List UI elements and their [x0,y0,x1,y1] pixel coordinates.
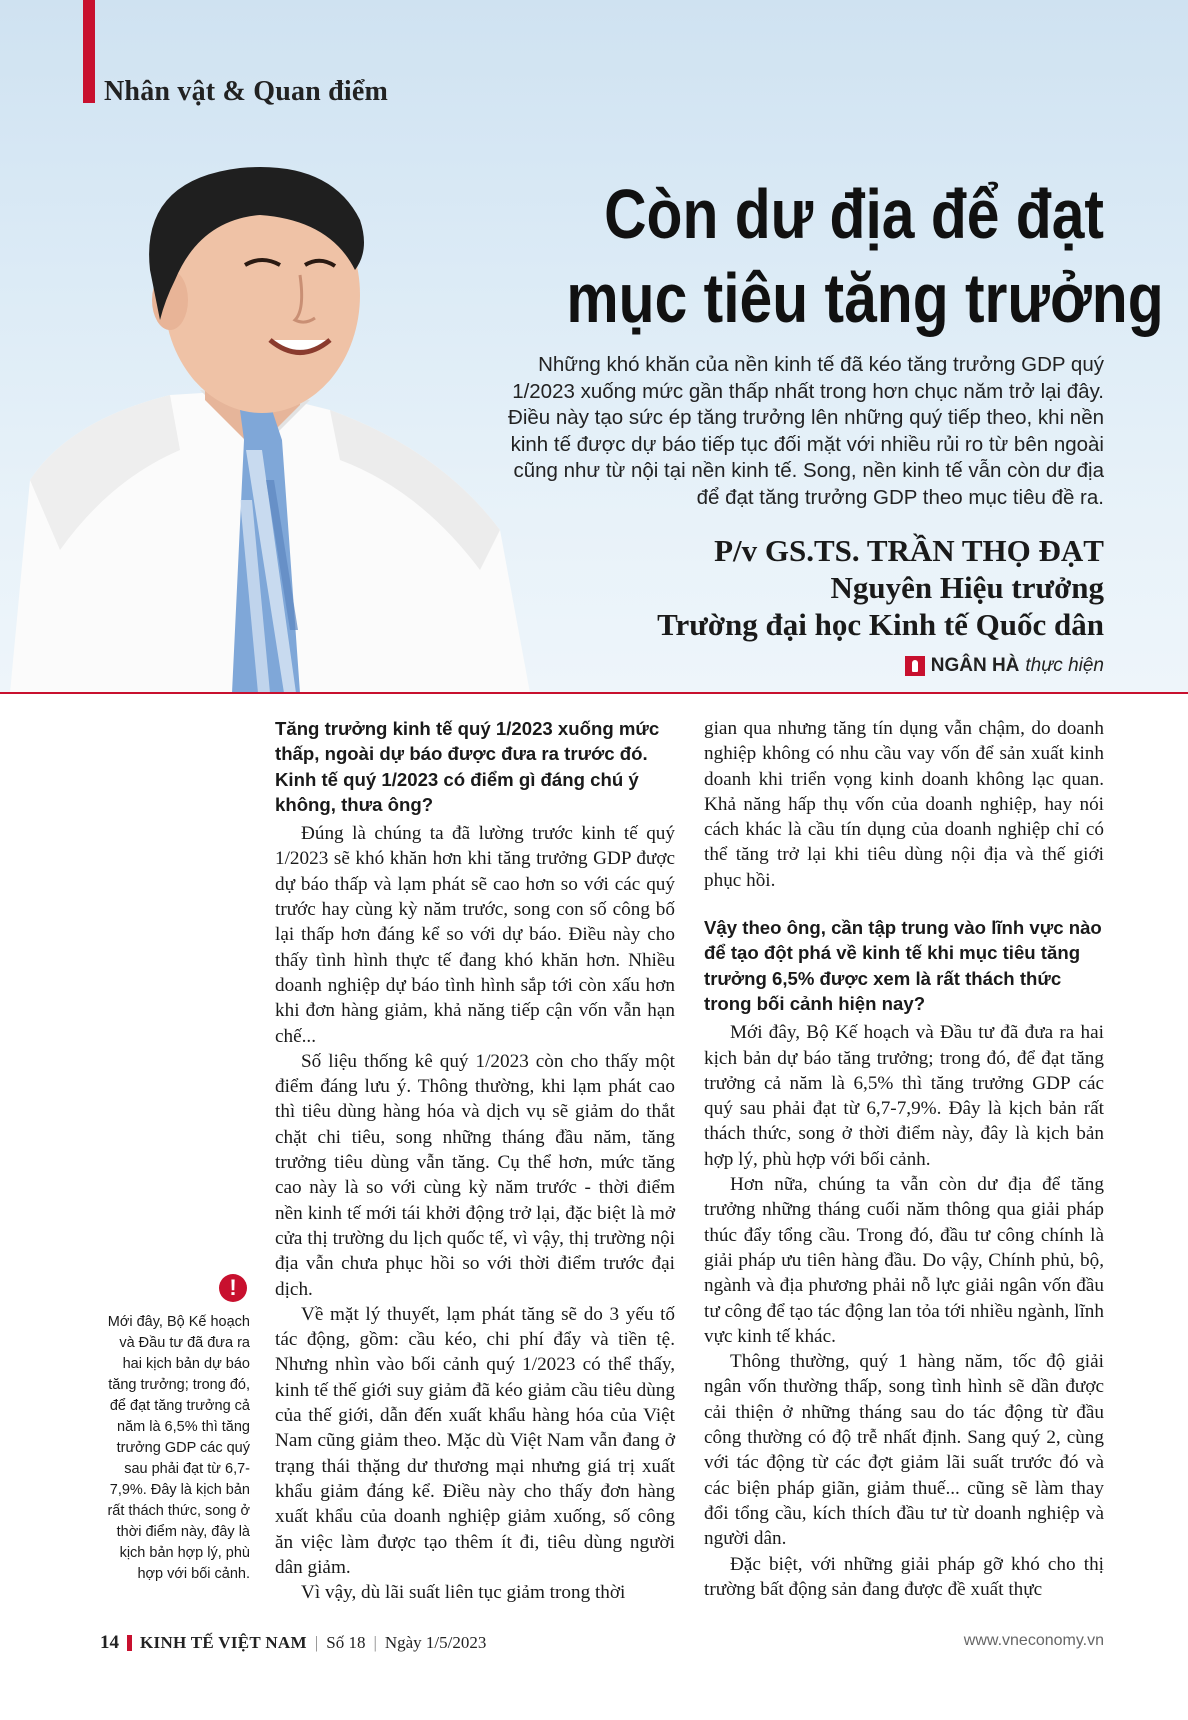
magazine-name: KINH TẾ VIỆT NAM [140,1633,307,1652]
website-url[interactable]: www.vneconomy.vn [963,1632,1104,1649]
interviewee-name: P/v GS.TS. TRẦN THỌ ĐẠT [714,533,1104,568]
article-column-2 [704,716,1104,1602]
answer-paragraph-continued: gian qua nhưng tăng tín dụng vẫn chậm, do doanh nghiệp không có nhu cầu vay vốn để sản xuất kinh doanh khi triển vọng kinh doanh không lạc quan. Khả năng hấp thụ vốn của doanh nghiệp, hay nói cách khác là cầu tín dụng của doanh nghiệp chỉ có thể tăng trở lại khi tiêu dùng nội địa và thế giới phục hồi. [704,718,1104,891]
reporter-name: NGÂN HÀ [930,655,1020,676]
answer-paragraph: Vì vậy, dù lãi suất liên tục giảm trong thời [301,1582,626,1604]
answer-paragraph: Mới đây, Bộ Kế hoạch và Đầu tư đã đưa ra hai kịch bản dự báo tăng trưởng; trong đó, để đạt tăng trưởng cả năm là 6,5% thì tăng trưởng GDP các quý sau phải đạt từ 6,7-7,9%. Đây là kịch bản rất thách thức, song ở thời điểm này, đây là kịch bản hợp lý, phù hợp với bối cảnh. [704,1022,1104,1170]
headline-line-1: Còn dư địa để đạt [604,175,1104,253]
hero-banner [0,0,1188,693]
pull-quote-text: Mới đây, Bộ Kế hoạch và Đầu tư đã đưa ra hai kịch bản dự báo tăng trưởng; trong đó, để đạt tăng trưởng cả năm là 6,5% thì tăng trưởng GDP các quý sau phải đạt từ 6,7-7,9%. Đây là kịch bản rất thách thức, song ở thời điểm này, đây là kịch bản hợp lý, phù hợp với bối cảnh. [107,1314,250,1582]
reporter-suffix: thực hiện [1025,655,1104,676]
answer-paragraph: Hơn nữa, chúng ta vẫn còn dư địa để tăng trưởng những tháng cuối năm thông qua giải pháp thúc đẩy tổng cầu. Trong đó, đầu tư công chính là giải pháp ưu tiên hàng đầu. Do vậy, Chính phủ, bộ, ngành và địa phương phải nỗ lực giải ngân vốn đầu tư công để tạo tác động lan tỏa tới nhiều ngành, lĩnh vực kinh tế khác. [704,1174,1104,1347]
issue-date: Ngày 1/5/2023 [384,1633,487,1652]
footer-separator: | [373,1633,377,1652]
answer-paragraph: Đúng là chúng ta đã lường trước kinh tế quý 1/2023 sẽ khó khăn hơn khi tăng trưởng GDP được dự báo thấp và lạm phát sẽ cao hơn so với các quý trước hay cùng kỳ năm trước, song con số công bố lại thấp hơn đáng kể so với dự báo. Điều này cho thấy tình hình thực tế đang khó khăn hơn. Nhiều doanh nghiệp dự báo tình hình sắp tới còn xấu hơn khi đơn hàng giảm, khả năng tiếp cận vốn vẫn hạn chế... [275,823,675,1047]
microphone-icon [905,656,925,676]
question-1: Tăng trưởng kinh tế quý 1/2023 xuống mức thấp, ngoài dự báo được đưa ra trước đó. Kinh tế quý 1/2023 có điểm gì đáng chú ý không, thưa ông? [275,718,660,815]
footer-marker [127,1635,132,1651]
answer-paragraph: Về mặt lý thuyết, lạm phát tăng sẽ do 3 yếu tố tác động, gồm: cầu kéo, chi phí đẩy và tiền tệ. Nhưng nhìn vào bối cảnh quý 1/2023 có thể thấy, kinh tế thế giới suy giảm đã kéo giảm cầu tiêu dùng của thế giới, dẫn đến xuất khẩu hàng hóa của Việt Nam cũng giảm theo. Mặc dù Việt Nam vẫn đang ở trạng thái thặng dư thương mại nhưng giá trị xuất khẩu giảm đáng kể. Điều này cho thấy đơn hàng xuất khẩu của doanh nghiệp giảm xuống, số công ăn việc làm được tạo thêm ít đi, tiêu dùng người dân giảm. [275,1303,675,1578]
section-marker [83,0,95,103]
answer-paragraph: Thông thường, quý 1 hàng năm, tốc độ giải ngân vốn thường thấp, song tình hình sẽ dần được cải thiện ở những tháng sau do tác động từ đầu công thường có độ trễ nhất định. Sang quý 2, cùng với tác động từ các đợt giảm lãi suất trước đó và các biện pháp giãn, giảm thuế... cũng sẽ làm thay đổi tổng cầu, kích thích đầu tư từ doanh nghiệp và người dân. [704,1351,1104,1550]
article-column-1 [275,716,675,1605]
interviewee-institution: Trường đại học Kinh tế Quốc dân [657,607,1104,642]
section-label: Nhân vật & Quan điểm [104,76,389,107]
question-2: Vậy theo ông, cần tập trung vào lĩnh vực nào để tạo đột phá về kinh tế khi mục tiêu tăng trưởng 6,5% được xem là rất thách thức trong bối cảnh hiện nay? [704,917,1102,1014]
interviewee-portrait [0,150,560,693]
headline [566,172,1164,340]
answer-paragraph: Đặc biệt, với những giải pháp gỡ khó cho thị trường bất động sản đang được đề xuất thực [704,1553,1104,1600]
issue-number: Số 18 [326,1633,366,1652]
lead-paragraph: Những khó khăn của nền kinh tế đã kéo tăng trưởng GDP quý 1/2023 xuống mức gần thấp nhất trong hơn chục năm trở lại đây. Điều này tạo sức ép tăng trưởng lên những quý tiếp theo, khi nền kinh tế được dự báo tiếp tục đối mặt với nhiều rủi ro từ bên ngoài cũng như từ nội tại nền kinh tế. Song, nền kinh tế vẫn còn dư địa để đạt tăng trưởng GDP theo mục tiêu đề ra. [508,353,1104,509]
footer-separator: | [314,1633,319,1652]
page-number: 14 [100,1632,119,1653]
hero-divider [0,692,1188,694]
interviewee-role: Nguyên Hiệu trưởng [830,570,1104,605]
answer-paragraph: Số liệu thống kê quý 1/2023 còn cho thấy một điểm đáng lưu ý. Thông thường, khi lạm phát cao thì tiêu dùng hàng hóa và dịch vụ sẽ giảm do thắt chặt chi tiêu, song những tháng đầu năm, tăng trưởng tiêu dùng vẫn tăng. Cụ thể hơn, mức tăng cao này là so với cùng kỳ năm trước - thời điểm nền kinh tế mới tái khởi động trở lại, đặc biệt là mở cửa thị trường du lịch quốc tế, vì vậy, thị trường nội địa vẫn chưa phục hồi so với thời điểm trước đại dịch. [275,1050,675,1300]
reporter-credit [905,655,1104,677]
pull-quote [100,1272,250,1585]
page-footer [100,1632,1104,1658]
headline-line-2: mục tiêu tăng trưởng [566,259,1164,337]
byline [657,532,1104,643]
exclamation-icon: ! [219,1274,247,1302]
